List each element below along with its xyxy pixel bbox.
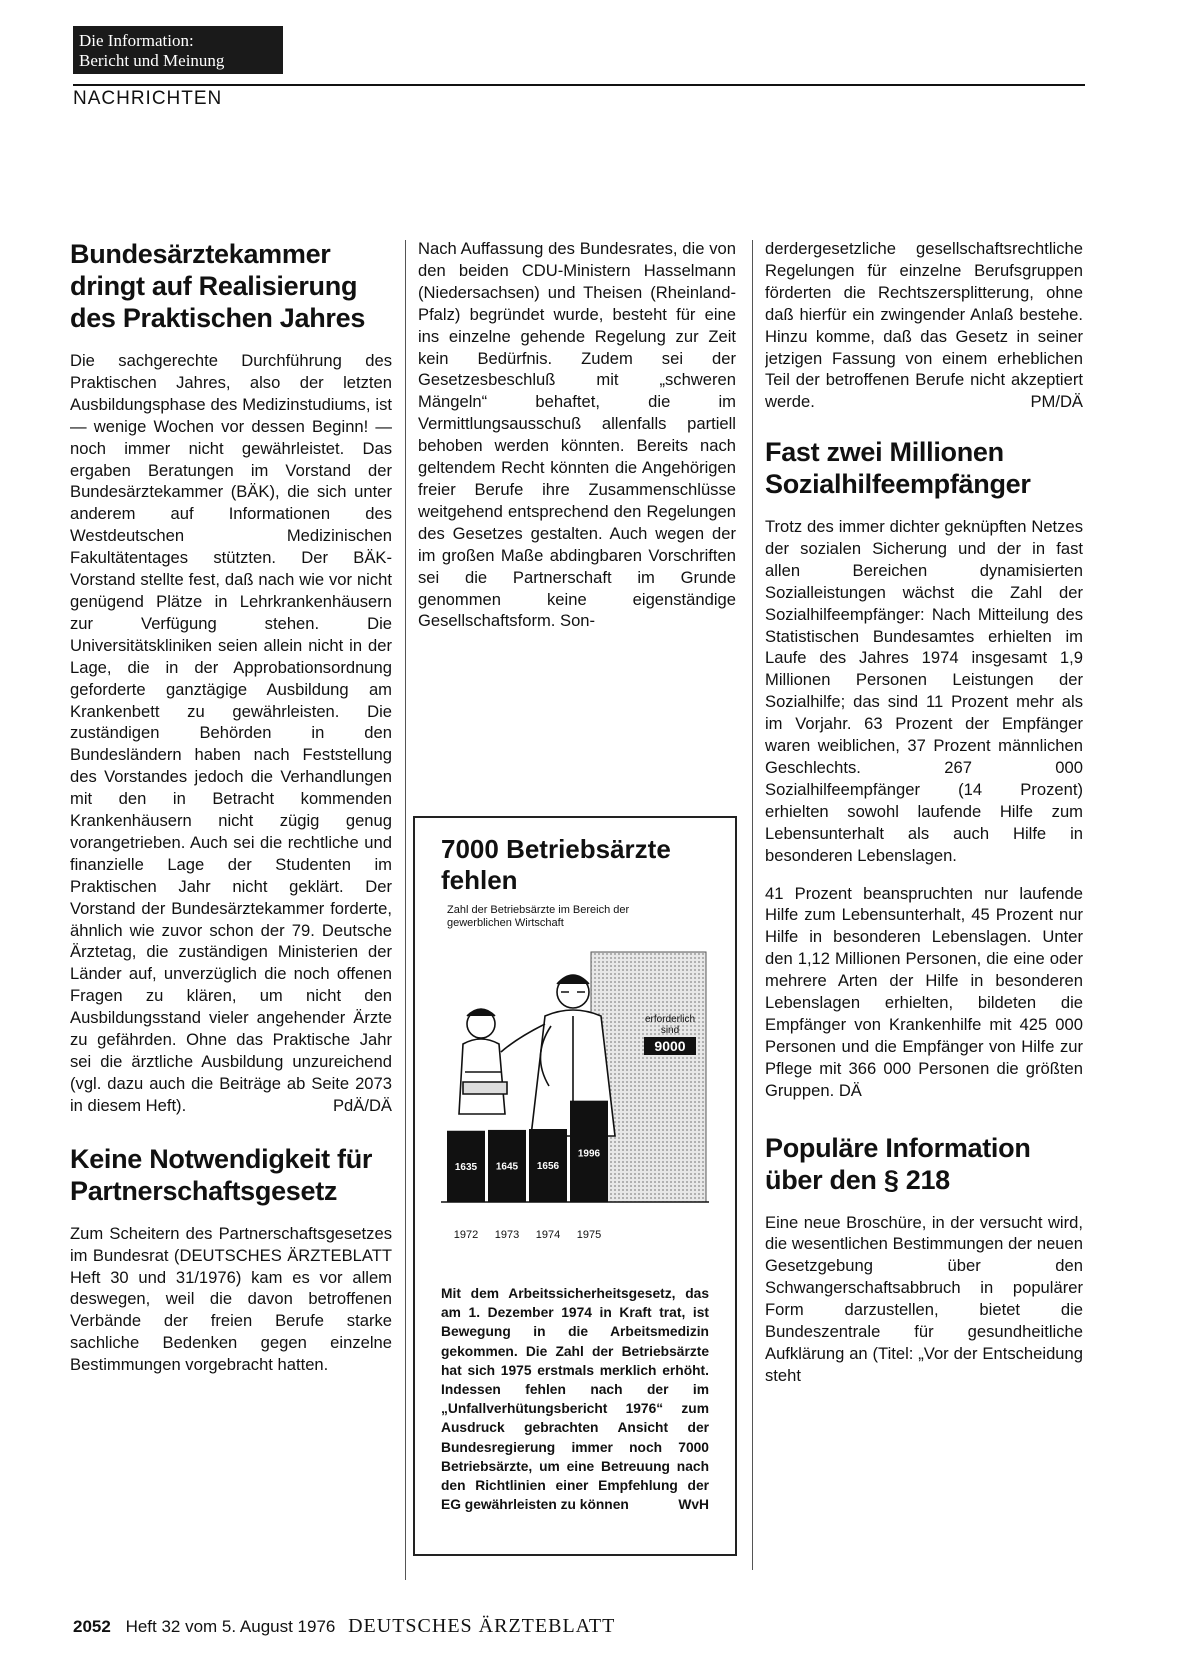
article1-title: Bundesärztekammer dringt auf Realisierung des Praktischen Jahres	[70, 239, 366, 333]
bar-label-1974: 1656	[536, 1161, 560, 1173]
article3-body2	[765, 883, 1083, 1102]
tick-1975: 1975	[576, 1229, 602, 1241]
masthead-line1: Die Information:	[79, 31, 194, 50]
column-rule-1	[405, 240, 406, 1580]
chart-svg	[441, 932, 711, 1272]
year-ticks	[454, 1229, 601, 1241]
bar-label-1973: 1645	[495, 1161, 519, 1173]
bar-label-1972: 1635	[454, 1161, 478, 1173]
column-rule-2	[752, 240, 753, 1570]
target-label-2: sind	[660, 1025, 680, 1036]
article2-title: Keine Notwendigkeit für Partnerschaftsgesetz	[70, 1143, 373, 1206]
section-label: NACHRICHTEN	[73, 88, 223, 109]
article1-text: Die sachgerechte Durchführung des Praktischen Jahres, also der letzten Ausbildungsphase des Medizinstudiums, ist — wenige Wochen vor dessen Beginn! — noch immer nicht gewährleistet. Das ergaben Beratungen im Vorstand der Bundesärztekammer (BÄK), die sich unter anderem auf Informationen des Westdeutschen Medizinischen Fakultätentages stützten. Der BÄK-Vorstand stellte fest, daß nach wie vor nicht genügend Plätze in Lehrkrankenhäusern zur Verfügung stehen. Die Universitätskliniken seien allein nicht in der Lage, die in der Approbationsordnung geforderte ganztägige Ausbildung am Krankenbett zu gewährleisten. Die zuständigen Behörden in den Bundesländern haben nach Feststellung des Vorstandes jedoch die Verhandlungen mit den in Betracht kommenden Krankenhäusern nicht zügig genug vorangetrieben. Auch sei die rechtliche und finanzielle Lage der Studenten im Praktischen Jahr nicht geklärt. Der Vorstand der Bundesärztekammer forderte, ähnlich wie zuvor schon der 79. Deutsche Ärztetag, die zuständigen Ministerien der Länder auf, unverzüglich die noch offenen Fragen zu klären, um nicht den Ausbildungsstand vieler angehender Ärzte zu gefährden. Ohne das Praktische Jahr sei die ärztliche Ausbildung unzureichend (vgl. dazu auch die Beiträge ab Seite 2073 in diesem Heft).	[70, 351, 392, 1115]
infobox-caption	[441, 1284, 709, 1514]
tick-1972: 1972	[453, 1229, 479, 1241]
article2-body2: Nach Auffassung des Bundesrates, die von den beiden CDU-Ministern Hasselmann (Niedersachsen) und Theisen (Rheinland-Pfalz) begründet wurde, besteht für eine ins einzelne gehende Regelung zur Zeit kein Bedürfnis. Zudem sei der Gesetzesbeschluß mit „schweren Mängeln“ behaftet, die im Vermittlungsausschuß allenfalls partiell behoben werden könnten. Bereits nach geltendem Recht könnten die Angehörigen freier Berufe ihre Zusammenschlüsse weitgehend entsprechend den Regelungen des Gesetzes gestalten. Auch wegen der im großen Maße abdingbaren Vorschriften sei die Partnerschaft im Grunde genommen keine eigenständige Gesellschaftsform. Son-	[418, 239, 736, 631]
chart-title: Zahl der Betriebsärzte im Bereich der gewerblichen Wirtschaft	[447, 904, 630, 929]
column-3	[765, 238, 1083, 1403]
article3-signature: DÄ	[838, 1080, 862, 1100]
infobox-caption-text: Mit dem Arbeitssicherheitsgesetz, das am 1. Dezember 1974 in Kraft trat, ist Bewegung in die Arbeitsmedizin gekommen. Die Zahl der Betriebsärzte hat sich 1975 erstmals merklich erhöht. Indessen fehlen nach der im „Unfallverhütungsbericht 1976“ zum Ausdruck gebrachten Ansicht der Bundesregierung immer noch 7000 Betriebsärzte, um eine Betreuung nach den Richtlinien einer Empfehlung der EG gewährleisten zu können	[441, 1286, 709, 1513]
column-2	[418, 238, 736, 714]
chart	[441, 904, 711, 1276]
bar-label-1975: 1996	[577, 1148, 601, 1160]
tick-1973: 1973	[494, 1229, 520, 1241]
article3-body1: Trotz des immer dichter geknüpften Netzes der sozialen Sicherung und der in fast allen Bereichen dynamisierten Sozialleistungen wächst die Zahl der Sozialhilfeempfänger: Nach Mitteilung des Statistischen Bundesamtes erhielten im Laufe des Jahres 1974 insgesamt 1,9 Millionen Personen Leistungen der Sozialhilfe; das sind 11 Prozent mehr als im Vorjahr. 63 Prozent der Empfänger waren weiblichen, 37 Prozent männlichen Geschlechts. 267 000 Sozialhilfeempfänger (14 Prozent) erhielten sowohl laufende Hilfe zum Lebensunterhalt als auch Hilfe in besonderen Lebenslagen.	[765, 517, 1083, 865]
page-number: 2052	[73, 1617, 111, 1636]
article3-title: Fast zwei Millionen Sozialhilfeempfänger	[765, 437, 1031, 499]
article2-end	[765, 238, 1083, 416]
article2-body1: Zum Scheitern des Partnerschaftsgesetzes im Bundesrat (DEUTSCHES ÄRZTEBLATT Heft 30 und 31/1976) kam es vor allem deswegen, weil die davon betroffenen Verbände der freien Berufe starke sachliche Bedenken gegen einzelne Bestimmungen vorgebracht hatten.	[70, 1223, 392, 1375]
infobox	[413, 816, 737, 1556]
masthead-logo	[73, 26, 283, 74]
article3-text: 41 Prozent beanspruchten nur laufende Hilfe zum Lebensunterhalt, 45 Prozent nur Hilfe in besonderen Lebenslagen. Unter den 1,12 Millionen Personen, die eine oder mehrere Arten der Hilfe in besonderen Lebenslagen erhielten, bildeten die Empfänger von Krankenhilfe mit 425 000 Personen und die Empfänger von Hilfe zur Pflege mit 366 000 Personen die größten Gruppen.	[765, 883, 1083, 1100]
page-footer	[73, 1615, 1085, 1638]
target-label-1: erforderlich	[644, 1014, 696, 1025]
journal-name: DEUTSCHES ÄRZTEBLATT	[348, 1615, 616, 1637]
column-1	[70, 238, 392, 1392]
article1-body	[70, 350, 392, 1117]
article4-body: Eine neue Broschüre, in der versucht wird, die wesentlichen Bestimmungen der neuen Gesetzgebung über den Schwangerschaftsabbruch in populärer Form darzustellen, bietet die Bundeszentrale für gesundheitliche Aufklärung an (Titel: „Vor der Entscheidung steht	[765, 1212, 1083, 1385]
issue-info: Heft 32 vom 5. August 1976	[125, 1617, 336, 1636]
article1-signature: PdÄ/DÄ	[332, 1095, 392, 1115]
masthead-line2: Bericht und Meinung	[79, 51, 225, 70]
tick-1974: 1974	[535, 1229, 561, 1241]
target-value: 9000	[654, 1038, 686, 1054]
infobox-signature: WvH	[678, 1497, 709, 1513]
article4-title: Populäre Information über den § 218	[765, 1132, 1031, 1195]
header-rule	[73, 84, 1085, 86]
article2-continued: derdergesetzliche gesellschaftsrechtliche Regelungen für einzelne Berufsgruppen förderten die Rechtszersplitterung, ohne daß hierfür ein zwingender Anlaß bestehe. Hinzu komme, daß das Gesetz in seiner jetzigen Fassung von einem erheblichen Teil der betroffenen Berufe nicht akzeptiert werde.	[765, 239, 1083, 412]
article2-signature: PM/DÄ	[1030, 392, 1083, 412]
infobox-title: 7000 Betriebsärzte fehlen	[441, 834, 671, 895]
